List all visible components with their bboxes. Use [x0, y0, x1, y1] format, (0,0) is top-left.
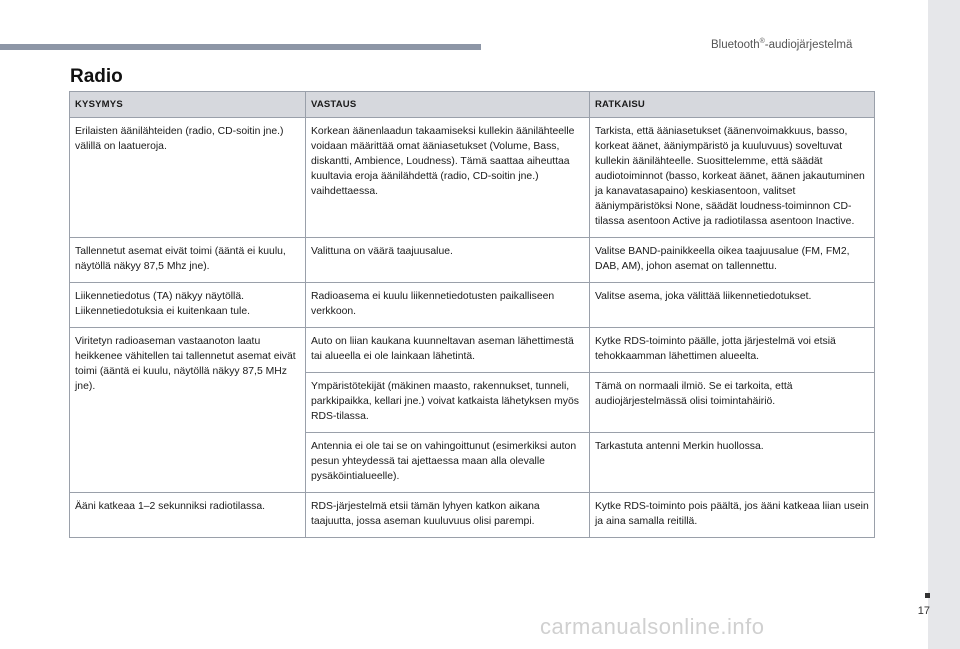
answer-cell: RDS-järjestelmä etsii tämän lyhyen katkon aikana taajuutta, jossa aseman kuuluvuus olisi parempi. — [306, 493, 590, 538]
table-row — [70, 283, 875, 328]
page-marker — [925, 593, 930, 598]
table-row — [70, 118, 875, 238]
question-cell: Viritetyn radioaseman vastaanoton laatu heikkenee vähitellen tai tallennetut asemat eivät toimi (ääntä ei kuulu, näytöllä näkyy 87,5 MHz jne). — [70, 328, 306, 493]
solution-cell: Tarkastuta antenni Merkin huollossa. — [590, 433, 875, 493]
page-number: 17 — [917, 605, 930, 617]
table-row — [70, 493, 875, 538]
solution-cell: Tämä on normaali ilmiö. Se ei tarkoita, että audiojärjestelmässä olisi toimintahäiriö. — [590, 373, 875, 433]
solution-cell: Tarkista, että ääniasetukset (äänenvoimakkuus, basso, korkeat äänet, ääniympäristö ja kuuluvuus) soveltuvat kullekin äänilähteelle. Suosittelemme, että säädät audiotoiminnot (basso, korkeat äänet, äänen jakautuminen ja kanavatasapaino) keskiasentoon, valitset ääniympäristöksi None, säädät loudness-toiminnon CD-tilassa asentoon Active ja radiotilassa asentoon Inactive. — [590, 118, 875, 238]
side-strip — [928, 0, 960, 649]
answer-cell: Auto on liian kaukana kuunneltavan aseman lähettimestä tai alueella ei ole lainkaan lähetintä. — [306, 328, 590, 373]
answer-cell: Antennia ei ole tai se on vahingoittunut (esimerkiksi auton pesun yhteydessä tai ajettaessa maan alla olevalle pysäköintialueelle). — [306, 433, 590, 493]
solution-cell: Valitse BAND-painikkeella oikea taajuusalue (FM, FM2, DAB, AM), johon asemat on tallennettu. — [590, 238, 875, 283]
table-row — [70, 328, 875, 373]
answer-cell: Korkean äänenlaadun takaamiseksi kullekin äänilähteelle voidaan määrittää omat ääniasetukset (Volume, Bass, diskantti, Ambience, Loudness). Tämä saattaa aiheuttaa kuultavia eroja äänilähdettä (radio, CD-soitin jne.) vaihdettaessa. — [306, 118, 590, 238]
column-header-question: KYSYMYS — [70, 92, 306, 118]
column-header-answer: VASTAUS — [306, 92, 590, 118]
answer-cell: Valittuna on väärä taajuusalue. — [306, 238, 590, 283]
question-cell: Tallennetut asemat eivät toimi (ääntä ei kuulu, näytöllä näkyy 87,5 Mhz jne). — [70, 238, 306, 283]
question-cell: Erilaisten äänilähteiden (radio, CD-soitin jne.) välillä on laatueroja. — [70, 118, 306, 238]
table-row — [70, 238, 875, 283]
solution-cell: Kytke RDS-toiminto päälle, jotta järjestelmä voi etsiä tehokkaamman lähettimen alueelta. — [590, 328, 875, 373]
section-header: Bluetooth®-audiojärjestelmä — [711, 38, 853, 51]
table-header-row — [70, 92, 875, 118]
header-rule — [0, 44, 481, 50]
solution-cell: Valitse asema, joka välittää liikennetiedotukset. — [590, 283, 875, 328]
solution-cell: Kytke RDS-toiminto pois päältä, jos ääni katkeaa liian usein ja aina samalla reitillä. — [590, 493, 875, 538]
column-header-solution: RATKAISU — [590, 92, 875, 118]
answer-cell: Ympäristötekijät (mäkinen maasto, rakennukset, tunneli, parkkipaikka, kellari jne.) voivat katkaista lähetyksen myös RDS-tilassa. — [306, 373, 590, 433]
answer-cell: Radioasema ei kuulu liikennetiedotusten paikalliseen verkkoon. — [306, 283, 590, 328]
watermark: carmanualsonline.info — [540, 614, 765, 639]
question-cell: Ääni katkeaa 1–2 sekunniksi radiotilassa. — [70, 493, 306, 538]
question-cell: Liikennetiedotus (TA) näkyy näytöllä. Liikennetiedotuksia ei kuitenkaan tule. — [70, 283, 306, 328]
page-title: Radio — [70, 66, 123, 87]
faq-table — [69, 91, 875, 538]
